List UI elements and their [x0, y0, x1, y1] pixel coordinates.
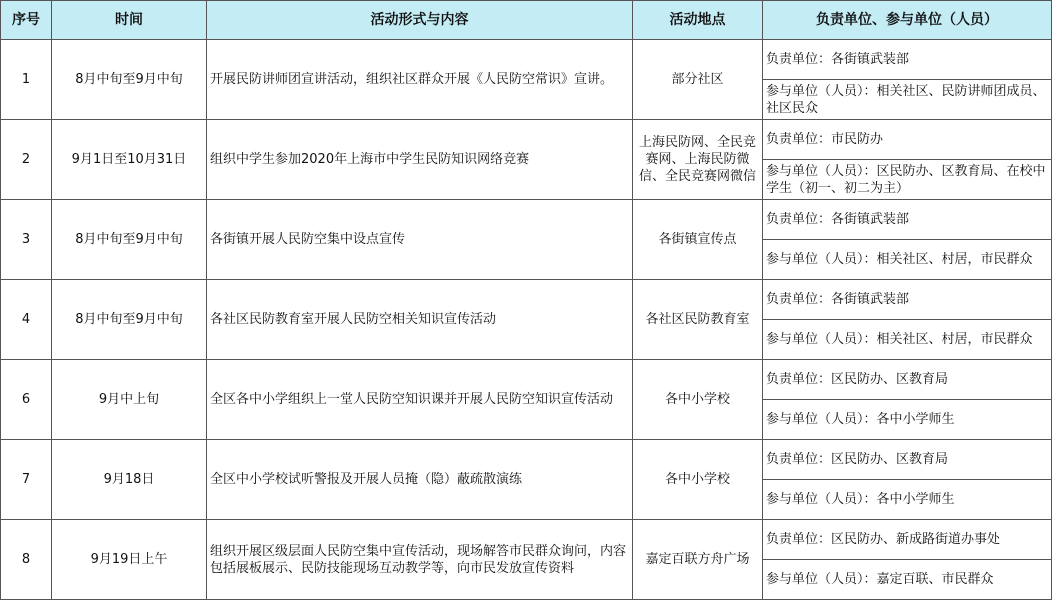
header-time: 时间 [52, 1, 207, 40]
row-index: 7 [1, 440, 52, 520]
header-units: 负责单位、参与单位（人员） [763, 1, 1052, 40]
header-content: 活动形式与内容 [207, 1, 633, 40]
row-responsible: 负责单位：区民防办、区教育局 [763, 360, 1052, 400]
row-time: 8月中旬至9月中旬 [52, 280, 207, 360]
row-index: 3 [1, 200, 52, 280]
row-place: 上海民防网、全民竞赛网、上海民防微信、全民竞赛网微信 [633, 120, 763, 200]
row-content: 组织中学生参加2020年上海市中学生民防知识网络竞赛 [207, 120, 633, 200]
row-index: 4 [1, 280, 52, 360]
row-responsible: 负责单位：市民防办 [763, 120, 1052, 160]
row-content: 全区各中小学组织上一堂人民防空知识课并开展人民防空知识宣传活动 [207, 360, 633, 440]
row-participants: 参与单位（人员）：相关社区、村居，市民群众 [763, 240, 1052, 280]
table-row [1, 200, 1052, 240]
row-participants: 参与单位（人员）：相关社区、民防讲师团成员、社区民众 [763, 80, 1052, 120]
row-place: 嘉定百联方舟广场 [633, 520, 763, 600]
table-row [1, 280, 1052, 320]
table-row [1, 40, 1052, 80]
row-content: 组织开展区级层面人民防空集中宣传活动，现场解答市民群众询问，内容包括展板展示、民防技能现场互动教学等，向市民发放宣传资料 [207, 520, 633, 600]
row-index: 8 [1, 520, 52, 600]
row-content: 各街镇开展人民防空集中设点宣传 [207, 200, 633, 280]
row-time: 9月18日 [52, 440, 207, 520]
row-time: 9月中上旬 [52, 360, 207, 440]
row-index: 6 [1, 360, 52, 440]
table-row [1, 360, 1052, 400]
row-responsible: 负责单位：各街镇武装部 [763, 280, 1052, 320]
row-place: 部分社区 [633, 40, 763, 120]
row-index: 1 [1, 40, 52, 120]
row-responsible: 负责单位：各街镇武装部 [763, 40, 1052, 80]
row-place: 各中小学校 [633, 440, 763, 520]
row-time: 9月19日上午 [52, 520, 207, 600]
row-place: 各中小学校 [633, 360, 763, 440]
row-place: 各社区民防教育室 [633, 280, 763, 360]
table-row [1, 120, 1052, 160]
header-row [1, 1, 1052, 40]
table-row [1, 520, 1052, 560]
row-content: 各社区民防教育室开展人民防空相关知识宣传活动 [207, 280, 633, 360]
row-time: 8月中旬至9月中旬 [52, 200, 207, 280]
row-time: 9月1日至10月31日 [52, 120, 207, 200]
row-place: 各街镇宣传点 [633, 200, 763, 280]
row-participants: 参与单位（人员）：各中小学师生 [763, 480, 1052, 520]
header-place: 活动地点 [633, 1, 763, 40]
row-responsible: 负责单位：各街镇武装部 [763, 200, 1052, 240]
row-responsible: 负责单位：区民防办、新成路街道办事处 [763, 520, 1052, 560]
row-index: 2 [1, 120, 52, 200]
row-content: 开展民防讲师团宣讲活动，组织社区群众开展《人民防空常识》宣讲。 [207, 40, 633, 120]
row-responsible: 负责单位：区民防办、区教育局 [763, 440, 1052, 480]
row-content: 全区中小学校试听警报及开展人员掩（隐）蔽疏散演练 [207, 440, 633, 520]
row-participants: 参与单位（人员）：各中小学师生 [763, 400, 1052, 440]
row-participants: 参与单位（人员）：嘉定百联、市民群众 [763, 560, 1052, 600]
row-time: 8月中旬至9月中旬 [52, 40, 207, 120]
table-row [1, 440, 1052, 480]
header-index: 序号 [1, 1, 52, 40]
row-participants: 参与单位（人员）：区民防办、区教育局、在校中学生（初一、初二为主） [763, 160, 1052, 200]
row-participants: 参与单位（人员）：相关社区、村居，市民群众 [763, 320, 1052, 360]
